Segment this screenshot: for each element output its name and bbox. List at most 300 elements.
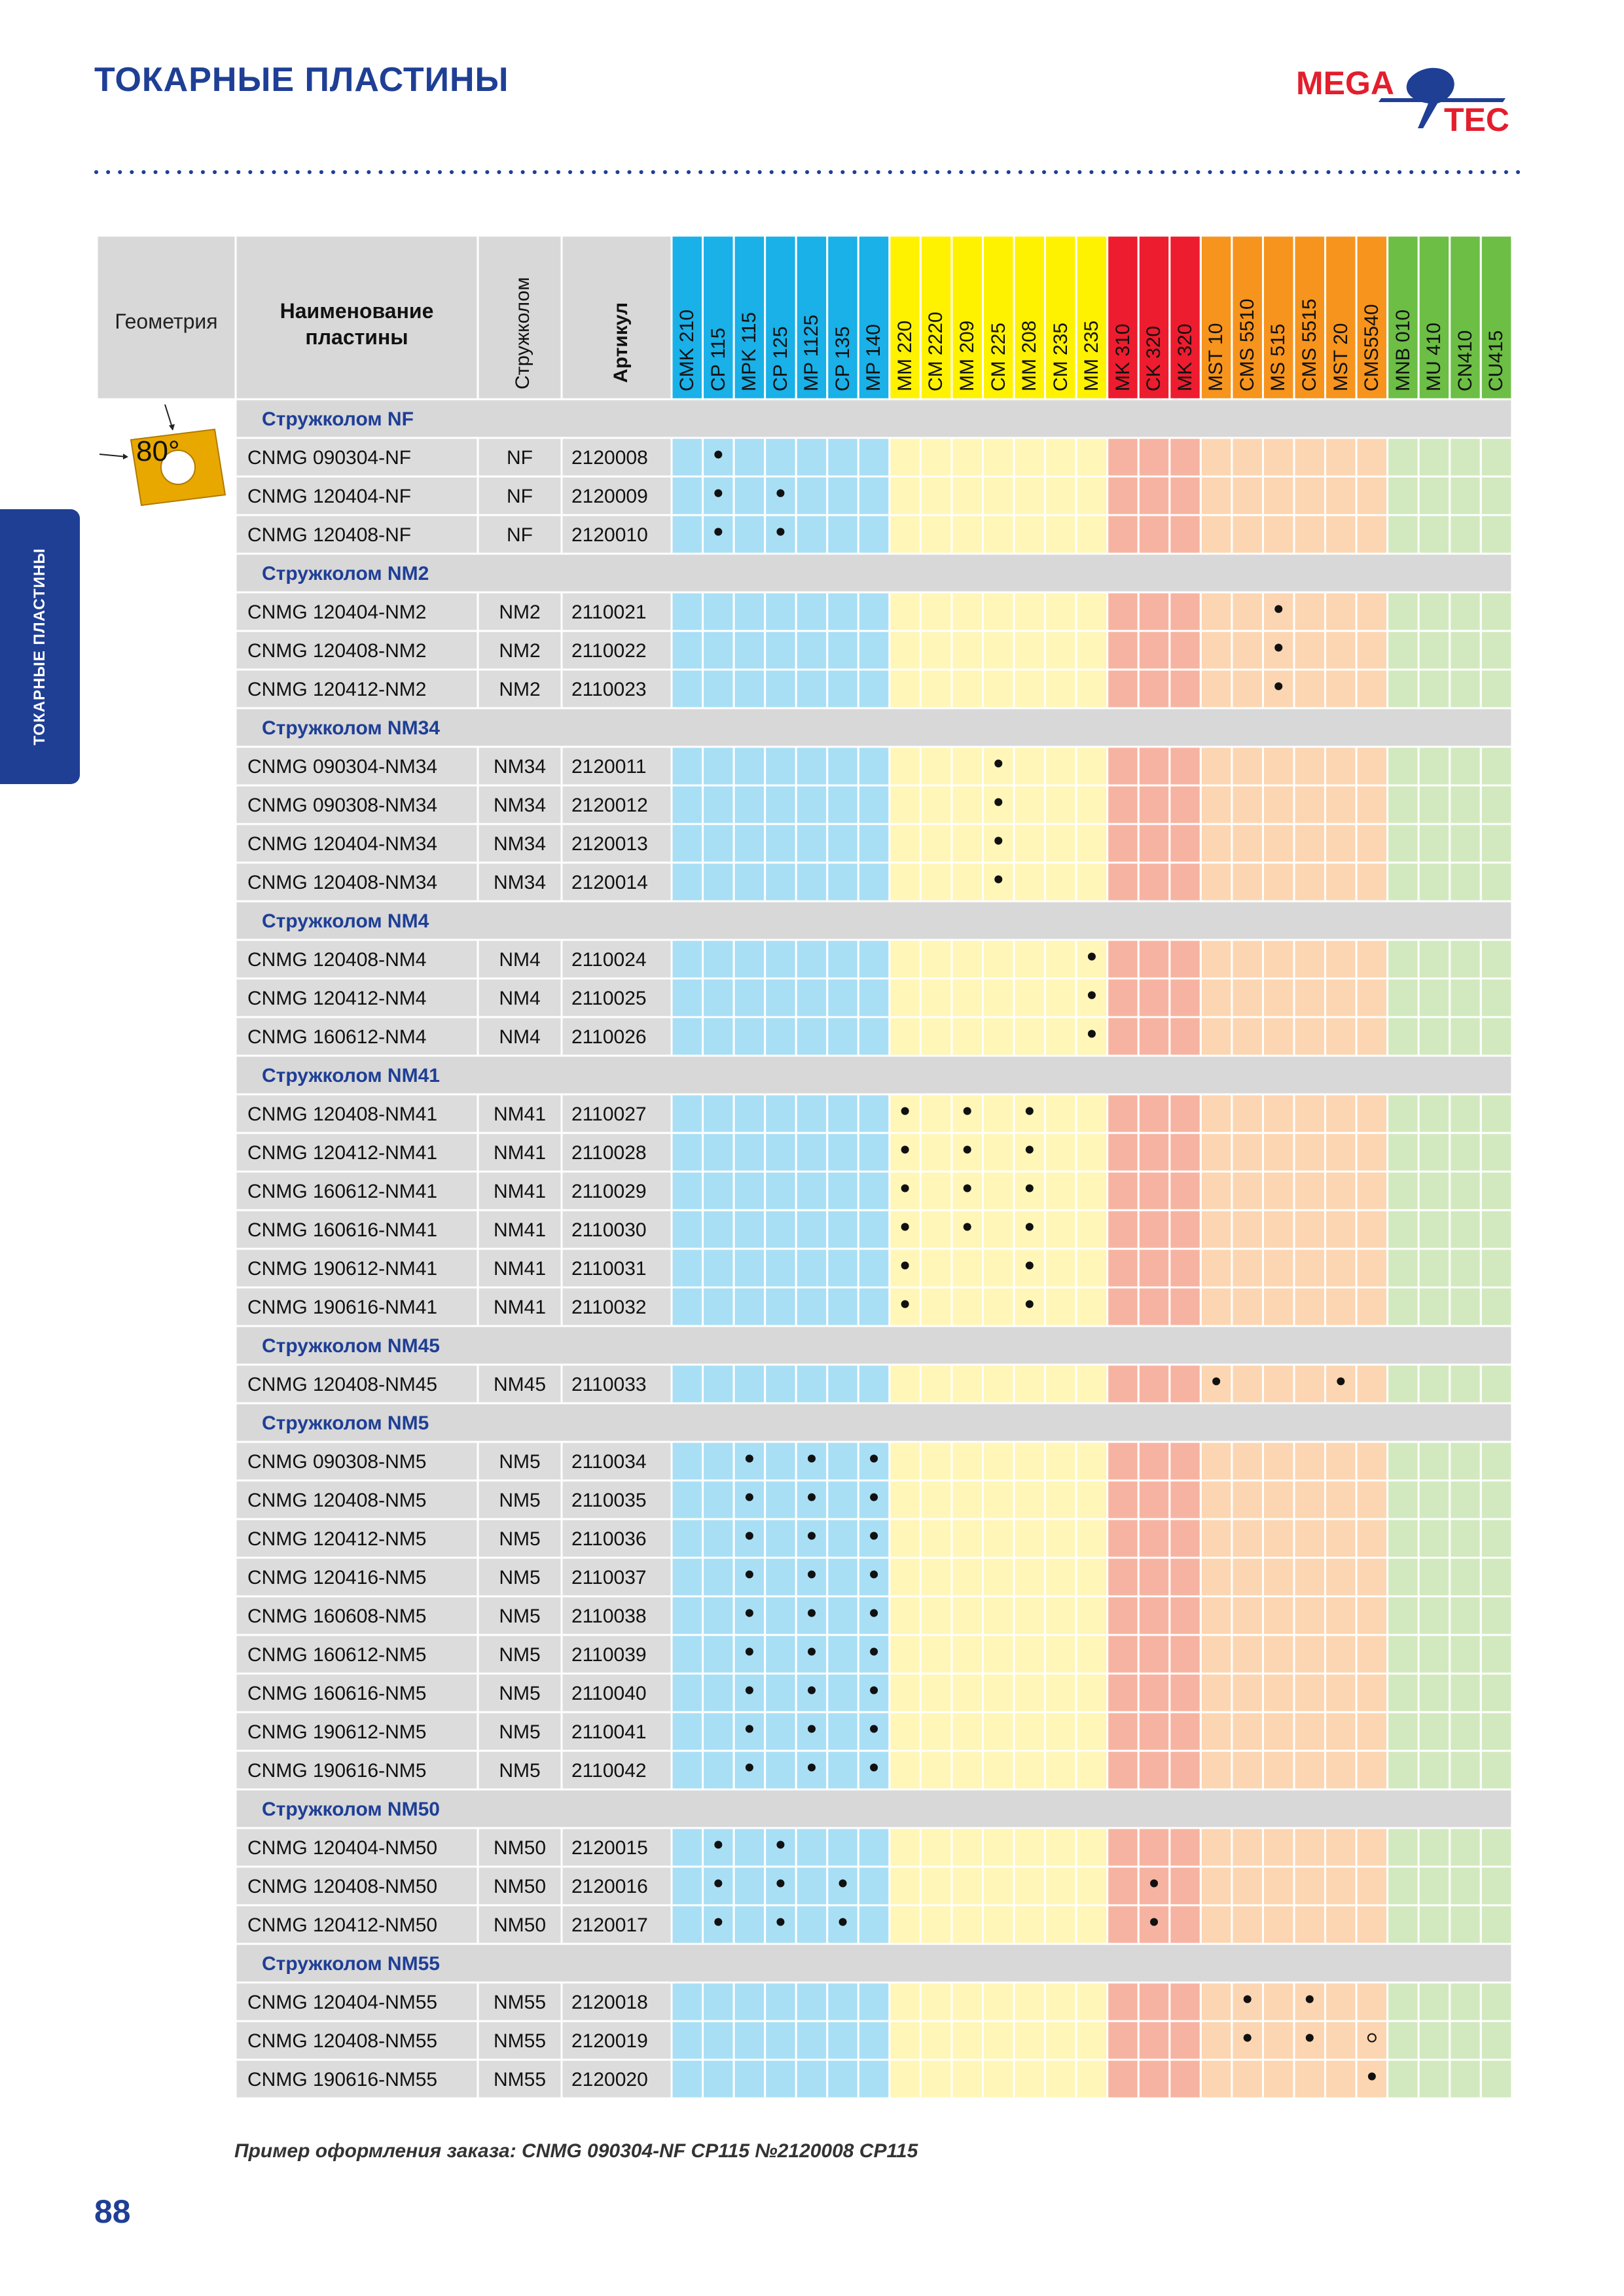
grade-cell: [1263, 785, 1294, 824]
grade-cell: [703, 592, 734, 631]
row-chipbreaker: NM4: [499, 949, 541, 971]
grade-cell: [672, 1982, 703, 2021]
grade-cell: [1450, 940, 1481, 978]
row-article: 2110026: [571, 1026, 647, 1048]
grade-cell: [1356, 1674, 1388, 1712]
grade-cell: [1170, 863, 1201, 901]
grade-cell: [952, 1519, 983, 1558]
row-article: 2110042: [571, 1760, 647, 1782]
grade-cell: [703, 1210, 734, 1249]
grade-cell: [1356, 1519, 1388, 1558]
grade-cell: [765, 1094, 797, 1133]
grade-cell: [1263, 1442, 1294, 1480]
header-chipbreaker: Стружколом: [512, 277, 533, 389]
grade-cell: [1388, 1249, 1419, 1287]
grade-cell: [796, 1982, 827, 2021]
availability-dot: [776, 490, 784, 497]
grade-cell: [1045, 1751, 1077, 1789]
grade-cell: [1450, 824, 1481, 863]
grade-cell: [1326, 476, 1357, 515]
grade-cell: [796, 863, 827, 901]
grade-cell: [1356, 1133, 1388, 1172]
grade-cell: [1388, 940, 1419, 978]
grade-cell: [1356, 592, 1388, 631]
grade-cell: [1450, 670, 1481, 708]
grade-cell: [1076, 1558, 1108, 1596]
grade-cell: [1388, 2021, 1419, 2060]
grade-cell: [734, 1365, 765, 1403]
grade-cell: [672, 747, 703, 785]
grade-cell: [1481, 1867, 1512, 1905]
row-name: CNMG 160612-NM5: [247, 1644, 427, 1666]
grade-cell: [1481, 824, 1512, 863]
grade-cell: [827, 978, 859, 1017]
grade-cell: [1014, 1519, 1045, 1558]
grade-cell: [1356, 1094, 1388, 1133]
grade-cell: [1045, 1172, 1077, 1210]
grade-cell: [1014, 1751, 1045, 1789]
grade-cell: [890, 476, 921, 515]
grade-cell: [952, 1905, 983, 1944]
grade-cell: [890, 670, 921, 708]
grade-cell: [1418, 863, 1450, 901]
grade-cell: [1045, 863, 1077, 901]
row-article: 2110035: [571, 1490, 647, 1511]
grade-cell: [1076, 631, 1108, 670]
grade-cell: [1263, 747, 1294, 785]
grade-cell: [1138, 1210, 1170, 1249]
grade-cell: [1481, 592, 1512, 631]
dotted-divider: [94, 169, 1529, 175]
grade-cell: [1294, 670, 1326, 708]
row-name: CNMG 120412-NM2: [247, 679, 427, 700]
grade-cell: [1170, 1982, 1201, 2021]
grade-cell: [952, 863, 983, 901]
grade-cell: [1450, 1442, 1481, 1480]
grade-cell: [1076, 785, 1108, 824]
grade-cell: [1481, 1712, 1512, 1751]
grade-cell: [890, 2021, 921, 2060]
grade-cell: [1481, 2021, 1512, 2060]
grade-cell: [1045, 1249, 1077, 1287]
availability-dot: [808, 1687, 816, 1695]
grade-cell: [1045, 1094, 1077, 1133]
grade-cell: [734, 438, 765, 476]
grade-cell: [765, 592, 797, 631]
grade-cell: [1481, 1596, 1512, 1635]
grade-cell: [765, 785, 797, 824]
grade-cell: [920, 1172, 952, 1210]
grade-cell: [1481, 515, 1512, 554]
grade-cell: [796, 1828, 827, 1867]
grade-cell: [703, 1596, 734, 1635]
grade-cell: [1232, 515, 1263, 554]
row-name: CNMG 120408-NF: [247, 524, 412, 546]
grade-cell: [952, 1828, 983, 1867]
grade-header-label: CP 125: [769, 326, 791, 391]
grade-cell: [983, 1982, 1015, 2021]
grade-cell: [703, 1519, 734, 1558]
grade-cell: [1108, 670, 1139, 708]
grade-cell: [920, 438, 952, 476]
grade-cell: [1045, 1480, 1077, 1519]
grade-cell: [1326, 1210, 1357, 1249]
grade-cell: [1326, 1558, 1357, 1596]
grade-cell: [1294, 1480, 1326, 1519]
grade-cell: [1481, 2060, 1512, 2098]
grade-cell: [983, 1712, 1015, 1751]
row-name: CNMG 090308-NM5: [247, 1451, 427, 1473]
grade-cell: [1232, 1287, 1263, 1326]
availability-dot: [1274, 644, 1282, 652]
row-name: CNMG 190612-NM41: [247, 1258, 438, 1280]
grade-cell: [765, 438, 797, 476]
availability-dot: [714, 1841, 722, 1849]
grade-cell: [1450, 1558, 1481, 1596]
grade-cell: [920, 592, 952, 631]
row-article: 2110037: [571, 1567, 647, 1588]
grade-cell: [734, 785, 765, 824]
group-title: Стружколом NM45: [262, 1335, 440, 1357]
grade-cell: [1108, 1828, 1139, 1867]
grade-cell: [1263, 1017, 1294, 1056]
grade-cell: [1418, 1867, 1450, 1905]
grade-cell: [1108, 2021, 1139, 2060]
grade-cell: [1200, 1751, 1232, 1789]
grade-cell: [703, 670, 734, 708]
grade-cell: [672, 785, 703, 824]
grade-cell: [1076, 438, 1108, 476]
grade-cell: [734, 1905, 765, 1944]
grade-cell: [1294, 1905, 1326, 1944]
grade-header-label: MM 220: [893, 320, 916, 391]
grade-cell: [827, 863, 859, 901]
grade-cell: [1108, 438, 1139, 476]
grade-cell: [1108, 1674, 1139, 1712]
row-chipbreaker: NM5: [499, 1490, 541, 1511]
grade-cell: [1108, 1519, 1139, 1558]
grade-cell: [1045, 1905, 1077, 1944]
page-title: ТОКАРНЫЕ ПЛАСТИНЫ: [94, 61, 509, 99]
grade-cell: [1200, 670, 1232, 708]
grade-cell: [765, 2021, 797, 2060]
availability-dot: [1368, 2073, 1376, 2081]
grade-cell: [1138, 1982, 1170, 2021]
row-article: 2110023: [571, 679, 647, 700]
row-article: 2110022: [571, 640, 647, 662]
grade-cell: [1481, 1519, 1512, 1558]
grade-cell: [1108, 2060, 1139, 2098]
grade-cell: [1108, 978, 1139, 1017]
grade-cell: [952, 670, 983, 708]
grade-cell: [1356, 1635, 1388, 1674]
grade-cell: [1418, 1287, 1450, 1326]
grade-cell: [1450, 1982, 1481, 2021]
grade-cell: [796, 1905, 827, 1944]
grade-cell: [1108, 1172, 1139, 1210]
grade-cell: [827, 2021, 859, 2060]
grade-cell: [1294, 515, 1326, 554]
grade-cell: [920, 515, 952, 554]
grade-cell: [1294, 1094, 1326, 1133]
row-chipbreaker: NM34: [493, 872, 547, 893]
grade-cell: [1108, 1596, 1139, 1635]
grade-cell: [672, 940, 703, 978]
grade-cell: [1294, 1172, 1326, 1210]
grade-cell: [1108, 1982, 1139, 2021]
grade-cell: [1356, 1712, 1388, 1751]
grade-cell: [1388, 2060, 1419, 2098]
grade-cell: [983, 1558, 1015, 1596]
grade-cell: [1388, 1596, 1419, 1635]
grade-cell: [796, 631, 827, 670]
availability-dot: [1274, 683, 1282, 691]
grade-cell: [827, 1558, 859, 1596]
availability-dot: [714, 1918, 722, 1926]
grade-header-label: MS 515: [1267, 323, 1290, 391]
grade-header-label: CM 2220: [925, 312, 947, 391]
grade-cell: [1014, 1712, 1045, 1751]
grade-cell: [1481, 1172, 1512, 1210]
grade-header-label: MST 10: [1205, 323, 1227, 391]
grade-cell: [1232, 1596, 1263, 1635]
grade-cell: [734, 1017, 765, 1056]
grade-cell: [1045, 1442, 1077, 1480]
grade-cell: [1481, 1442, 1512, 1480]
grade-cell: [1294, 1519, 1326, 1558]
grade-cell: [765, 1712, 797, 1751]
grade-cell: [858, 978, 890, 1017]
row-chipbreaker: NM34: [493, 833, 547, 855]
grade-cell: [734, 1210, 765, 1249]
grade-cell: [1356, 1210, 1388, 1249]
side-tab-label: ТОКАРНЫЕ ПЛАСТИНЫ: [31, 548, 48, 745]
grade-cell: [1388, 978, 1419, 1017]
grade-cell: [1418, 940, 1450, 978]
availability-dot: [808, 1571, 816, 1579]
grade-cell: [1200, 1635, 1232, 1674]
grade-cell: [1170, 1751, 1201, 1789]
grade-cell: [1108, 1442, 1139, 1480]
row-article: 2120011: [571, 756, 647, 778]
row-chipbreaker: NM5: [499, 1683, 541, 1704]
grade-cell: [1263, 940, 1294, 978]
grade-cell: [1200, 1249, 1232, 1287]
grade-cell: [858, 1828, 890, 1867]
grade-cell: [983, 2021, 1015, 2060]
grade-cell: [1356, 747, 1388, 785]
grade-cell: [920, 1712, 952, 1751]
grade-cell: [952, 1751, 983, 1789]
grade-cell: [1232, 631, 1263, 670]
grade-cell: [1294, 631, 1326, 670]
grade-cell: [734, 863, 765, 901]
grade-cell: [1326, 1017, 1357, 1056]
grade-cell: [703, 1094, 734, 1133]
grade-cell: [1356, 1596, 1388, 1635]
grade-cell: [1294, 476, 1326, 515]
availability-dot: [746, 1648, 753, 1656]
availability-dot: [776, 528, 784, 536]
grade-cell: [734, 2021, 765, 2060]
grade-cell: [1170, 1635, 1201, 1674]
grade-cell: [1014, 1480, 1045, 1519]
grade-cell: [952, 1982, 983, 2021]
grade-cell: [672, 592, 703, 631]
grade-cell: [672, 1635, 703, 1674]
grade-cell: [703, 1365, 734, 1403]
row-name: CNMG 120408-NM55: [247, 2030, 438, 2052]
grade-cell: [1263, 1867, 1294, 1905]
grade-cell: [983, 1133, 1015, 1172]
grade-cell: [1326, 747, 1357, 785]
row-article: 2120014: [571, 872, 648, 893]
grade-cell: [672, 1442, 703, 1480]
grade-cell: [1045, 1867, 1077, 1905]
grade-cell: [952, 978, 983, 1017]
grade-cell: [1263, 1751, 1294, 1789]
grade-cell: [1263, 2021, 1294, 2060]
grade-cell: [1200, 1519, 1232, 1558]
grade-cell: [1326, 1442, 1357, 1480]
grade-cell: [890, 515, 921, 554]
grade-cell: [1170, 1712, 1201, 1751]
grade-cell: [1232, 1133, 1263, 1172]
row-chipbreaker: NM41: [493, 1103, 547, 1125]
row-name: CNMG 120408-NM2: [247, 640, 427, 662]
grade-cell: [1200, 978, 1232, 1017]
group-title: Стружколом NM41: [262, 1065, 440, 1086]
grade-cell: [1326, 1287, 1357, 1326]
grade-cell: [1138, 2060, 1170, 2098]
grade-cell: [1481, 978, 1512, 1017]
grade-cell: [1200, 631, 1232, 670]
grade-cell: [1076, 1172, 1108, 1210]
grade-cell: [983, 1635, 1015, 1674]
grade-cell: [1014, 515, 1045, 554]
availability-dot: [808, 1725, 816, 1733]
grade-cell: [1170, 1249, 1201, 1287]
grade-cell: [1014, 1674, 1045, 1712]
grade-cell: [1138, 747, 1170, 785]
availability-dot: [808, 1648, 816, 1656]
grade-cell: [983, 670, 1015, 708]
grade-cell: [952, 592, 983, 631]
grade-cell: [1170, 515, 1201, 554]
grade-cell: [890, 631, 921, 670]
grade-cell: [1138, 438, 1170, 476]
grade-cell: [1481, 1017, 1512, 1056]
grade-cell: [1045, 1017, 1077, 1056]
grade-cell: [1170, 1210, 1201, 1249]
header-geometry: Геометрия: [115, 310, 218, 333]
grade-cell: [1045, 1712, 1077, 1751]
grade-cell: [703, 1982, 734, 2021]
grade-cell: [1356, 1905, 1388, 1944]
grade-cell: [1418, 1712, 1450, 1751]
row-name: CNMG 160608-NM5: [247, 1605, 427, 1627]
grade-cell: [983, 1596, 1015, 1635]
grade-cell: [1076, 2060, 1108, 2098]
grade-cell: [1356, 1287, 1388, 1326]
grade-cell: [1481, 1905, 1512, 1944]
row-article: 2120008: [571, 447, 648, 469]
grade-cell: [952, 1249, 983, 1287]
grade-header-label: MP 140: [863, 324, 885, 391]
grade-cell: [703, 747, 734, 785]
availability-dot: [839, 1880, 847, 1888]
grade-cell: [1326, 592, 1357, 631]
grade-cell: [952, 1635, 983, 1674]
availability-dot: [901, 1107, 909, 1115]
grade-cell: [858, 1172, 890, 1210]
grade-cell: [1138, 785, 1170, 824]
grade-cell: [1108, 1751, 1139, 1789]
grade-cell: [1418, 1249, 1450, 1287]
grade-cell: [1481, 785, 1512, 824]
grade-cell: [1014, 1365, 1045, 1403]
grade-cell: [1326, 1905, 1357, 1944]
grade-cell: [734, 1867, 765, 1905]
grade-cell: [952, 476, 983, 515]
row-chipbreaker: NM2: [499, 601, 541, 623]
grade-cell: [1076, 1133, 1108, 1172]
grade-cell: [1356, 1480, 1388, 1519]
grade-cell: [920, 1519, 952, 1558]
grade-cell: [827, 824, 859, 863]
row-article: 2110034: [571, 1451, 647, 1473]
grade-cell: [1014, 785, 1045, 824]
grade-cell: [1481, 1635, 1512, 1674]
grade-cell: [765, 631, 797, 670]
grade-cell: [1076, 2021, 1108, 2060]
row-chipbreaker: NM5: [499, 1451, 541, 1473]
availability-dot: [964, 1223, 971, 1231]
grade-cell: [1076, 1287, 1108, 1326]
grade-cell: [796, 1249, 827, 1287]
grade-cell: [1014, 1828, 1045, 1867]
grade-cell: [1418, 1480, 1450, 1519]
grade-cell: [1138, 1365, 1170, 1403]
grade-cell: [1294, 1596, 1326, 1635]
grade-cell: [1014, 476, 1045, 515]
grade-cell: [796, 1133, 827, 1172]
availability-dot: [870, 1725, 878, 1733]
grade-cell: [1045, 1635, 1077, 1674]
grade-cell: [952, 785, 983, 824]
grade-cell: [890, 1828, 921, 1867]
grade-cell: [1138, 631, 1170, 670]
row-name: CNMG 120404-NM34: [247, 833, 438, 855]
availability-dot: [964, 1107, 971, 1115]
grade-cell: [920, 1442, 952, 1480]
row-name: CNMG 120404-NM2: [247, 601, 427, 623]
grade-cell: [1418, 1828, 1450, 1867]
grade-cell: [1076, 1828, 1108, 1867]
grade-cell: [827, 785, 859, 824]
grade-cell: [1138, 1480, 1170, 1519]
row-chipbreaker: NM55: [493, 1992, 547, 2013]
grade-cell: [1076, 1905, 1108, 1944]
grade-cell: [1418, 2021, 1450, 2060]
grade-cell: [920, 863, 952, 901]
grade-cell: [1232, 1712, 1263, 1751]
row-chipbreaker: NM50: [493, 1837, 547, 1859]
side-tab: [0, 509, 80, 784]
grade-cell: [796, 670, 827, 708]
grade-cell: [1294, 1442, 1326, 1480]
grade-cell: [1263, 863, 1294, 901]
